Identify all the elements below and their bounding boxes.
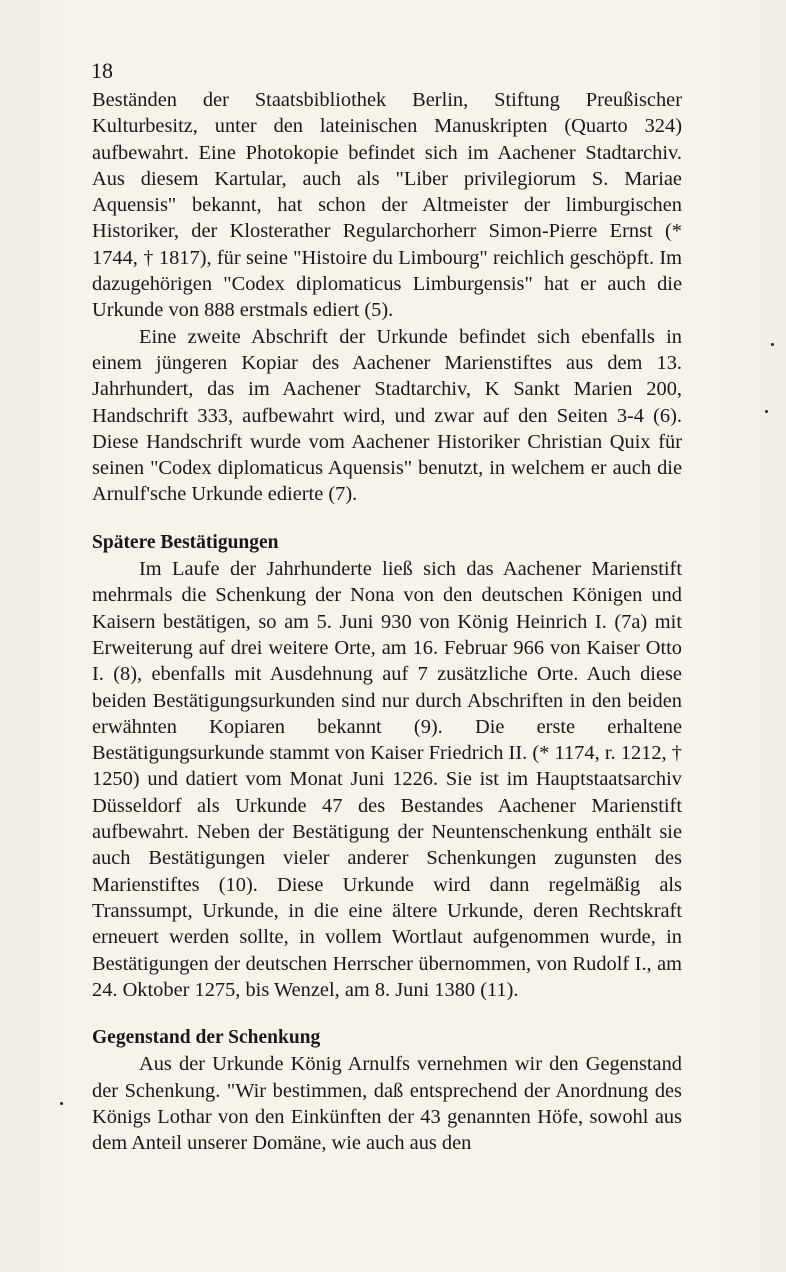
paragraph-subject: Aus der Urkunde König Arnulfs vernehmen wir den Gegenstand der Schenkung. "Wir bestimmen, daß entsprechend der Anordnung des Königs Lothar von den Einkünften der 43 genannten Höfe, sowohl aus dem Anteil unserer Domäne, wie auch aus den bbox=[92, 1053, 682, 1155]
text-column bbox=[92, 87, 682, 1157]
paper-speck bbox=[771, 343, 774, 346]
section-heading-subject: Gegenstand der Schenkung bbox=[92, 1027, 321, 1049]
section-heading-confirmations: Spätere Bestätigungen bbox=[92, 531, 279, 553]
spacer bbox=[92, 1003, 682, 1025]
paragraph-confirmations: Im Laufe der Jahrhunderte ließ sich das Aachener Marienstift mehrmals die Schenkung der Nona von den deutschen Königen und Kaisern bestätigen, so am 5. Juni 930 von König Heinrich I. (7a) mit Erweiterung auf drei weitere Orte, am 16. Februar 966 von Kaiser Otto I. (8), ebenfalls mit Ausdehnung auf 7 zusätzliche Orte. Auch diese beiden Bestätigungsurkunden sind nur durch Abschriften in den beiden erwähnten Kopiaren bekannt (9). Die erste erhaltene Bestätigungsurkunde stammt von Kaiser Friedrich II. (* 1174, r. 1212, † 1250) und datiert vom Monat Juni 1226. Sie ist im Hauptstaatsarchiv Düsseldorf als Urkunde 47 des Bestandes Aachener Marienstift aufbewahrt. Neben der Bestätigung der Neuntenschenkung enthält sie auch Bestätigungen vieler anderer Schenkungen zugunsten des Marienstiftes (10). Diese Urkunde wird dann regelmäßig als Transsumpt, Urkunde, in die eine ältere Urkunde, deren Rechtskraft erneuert werden sollte, in vollem Wortlaut aufgenommen wurde, in Bestätigungen der deutschen Herrscher übernommen, von Rudolf I., am 24. Oktober 1275, bis Wenzel, am 8. Juni 1380 (11). bbox=[92, 558, 682, 1001]
paragraph-intro-2: Eine zweite Abschrift der Urkunde befindet sich ebenfalls in einem jüngeren Kopiar des Aachener Marienstiftes aus dem 13. Jahrhundert, das im Aachener Stadtarchiv, K Sankt Marien 200, Handschrift 333, aufbewahrt wird, und zwar auf den Seiten 3-4 (6). Diese Handschrift wurde vom Aachener Historiker Christian Quix für seinen "Codex diplomaticus Aquensis" benutzt, in welchem er auch die Arnulf'sche Urkunde edierte (7). bbox=[92, 325, 682, 506]
spacer bbox=[92, 508, 682, 530]
paragraph-intro-1: Beständen der Staatsbibliothek Berlin, Stiftung Preußischer Kulturbesitz, unter den lateinischen Manuskripten (Quarto 324) aufbewahrt. Eine Photokopie befindet sich im Aachener Stadtarchiv. Aus diesem Kartular, auch als "Liber privilegiorum S. Mariae Aquensis" bekannt, hat schon der Altmeister der limburgischen Historiker, der Klosterather Regularchorherr Simon-Pierre Ernst (* 1744, † 1817), für seine "Histoire du Limbourg" reichlich geschöpft. Im dazugehörigen "Codex diplomaticus Limburgensis" hat er auch die Urkunde von 888 erstmals ediert (5). bbox=[92, 89, 682, 322]
page-number: 18 bbox=[91, 58, 113, 83]
paper-speck bbox=[60, 1102, 63, 1105]
paper-speck bbox=[765, 410, 768, 413]
